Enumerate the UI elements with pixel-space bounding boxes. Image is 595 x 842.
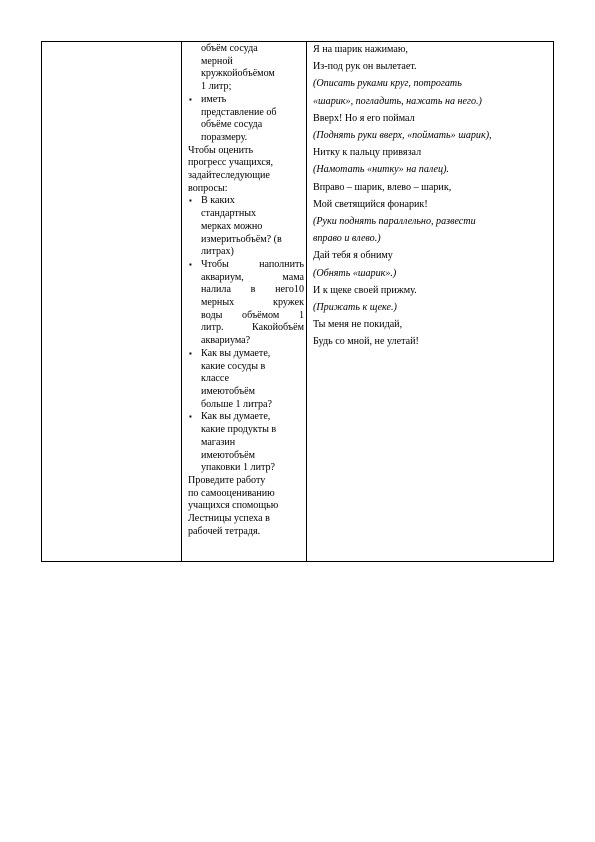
verse-line: Мой светящийся фонарик! — [313, 198, 428, 210]
intro-text — [188, 145, 304, 196]
column-divider-2 — [306, 42, 307, 561]
text-line: упаковки 1 литр? — [201, 462, 276, 474]
verse-line: Я на шарик нажимаю, — [313, 44, 408, 55]
text-line: учащихся спомощью — [188, 500, 279, 512]
stage-direction: «шарик», погладить, нажать на него.) — [313, 95, 482, 107]
column-divider-1 — [181, 42, 182, 561]
activities-column — [188, 43, 304, 538]
stage-direction: (Намотать «нитку» на палец). — [313, 164, 449, 176]
question-item — [188, 411, 304, 475]
text-line: представление об — [201, 106, 277, 118]
stage-direction: (Руки поднять параллельно, развести — [313, 216, 476, 228]
question-item — [188, 348, 304, 412]
bullet-item-concept — [188, 94, 304, 145]
cont-line: 1 литр; — [201, 81, 232, 93]
stage-direction: вправо и влево.) — [313, 233, 381, 245]
question-item — [188, 259, 304, 348]
text-line: воды объёмом 1 — [201, 309, 304, 321]
text-line: Проведите работу — [188, 474, 266, 486]
text-line: Лестницы успеха в — [188, 513, 270, 525]
text-line: классе — [201, 373, 229, 385]
text-line: налила в него10 — [201, 284, 304, 296]
text-line: литр. Какойобъём — [201, 322, 304, 334]
text-line: магазин — [201, 436, 236, 448]
question-list — [188, 195, 304, 474]
text-line: какие продукты в — [201, 424, 277, 436]
text-line: поразмеру. — [201, 131, 248, 143]
text-line: мерках можно — [201, 220, 263, 232]
stage-direction: (Описать руками круг, потрогать — [313, 78, 462, 90]
text-line: ▪ Как вы думаете, — [201, 411, 271, 423]
text-line: задайтеследующие — [188, 170, 270, 182]
lesson-table — [41, 41, 554, 562]
stage-direction: (Обнять «шарик».) — [313, 267, 397, 279]
text-line: ▪ иметь — [201, 93, 227, 105]
text-line: имеютобъём — [201, 385, 255, 397]
physical-exercise-verse — [313, 44, 551, 354]
text-line: ▪ Как вы думаете, — [201, 347, 271, 359]
verse-line: Вправо – шарик, влево – шарик, — [313, 181, 452, 193]
text-line: какие сосуды в — [201, 360, 266, 372]
text-line: литрах) — [201, 246, 234, 258]
verse-line: Нитку к пальцу привязал — [313, 147, 422, 159]
verse-line: Будь со мной, не улетай! — [313, 336, 419, 348]
outro-text — [188, 475, 304, 539]
text-line: аквариум, мама — [201, 271, 304, 283]
verse-line: Из-под рук он вылетает. — [313, 61, 417, 73]
cont-line: объём сосуда — [201, 43, 258, 54]
text-line: ▪ Чтобы наполнить — [201, 258, 304, 270]
text-line: по самооцениванию — [188, 487, 275, 499]
text-line: измеритьобъём? (в — [201, 233, 282, 245]
verse-line: Ты меня не покидай, — [313, 319, 403, 331]
text-line: вопросы: — [188, 182, 228, 194]
text-line: стандартных — [201, 208, 257, 220]
question-item — [188, 195, 304, 259]
text-line: ▪ В каких — [201, 195, 235, 207]
text-line: объёме сосуда — [201, 119, 263, 131]
bullet-list-top — [188, 94, 304, 145]
stage-direction: (Поднять руки вверх, «поймать» шарик), — [313, 130, 492, 142]
text-line: рабочей тетрадя. — [188, 525, 261, 537]
stage-direction: (Прижать к щеке.) — [313, 302, 397, 314]
text-line: больше 1 литра? — [201, 398, 273, 410]
verse-line: И к щеке своей прижму. — [313, 284, 417, 296]
text-line: Чтобы оценить — [188, 144, 254, 156]
cont-line: мерной — [201, 55, 233, 67]
text-line: прогресс учащихся, — [188, 157, 274, 169]
cont-line: кружкойобъёмом — [201, 68, 275, 80]
text-line: мерных кружек — [201, 297, 304, 309]
verse-line: Вверх! Но я его поймал — [313, 112, 415, 124]
text-line: аквариума? — [201, 335, 251, 347]
verse-line: Дай тебя я обниму — [313, 250, 393, 262]
text-line: имеютобъём — [201, 449, 255, 461]
